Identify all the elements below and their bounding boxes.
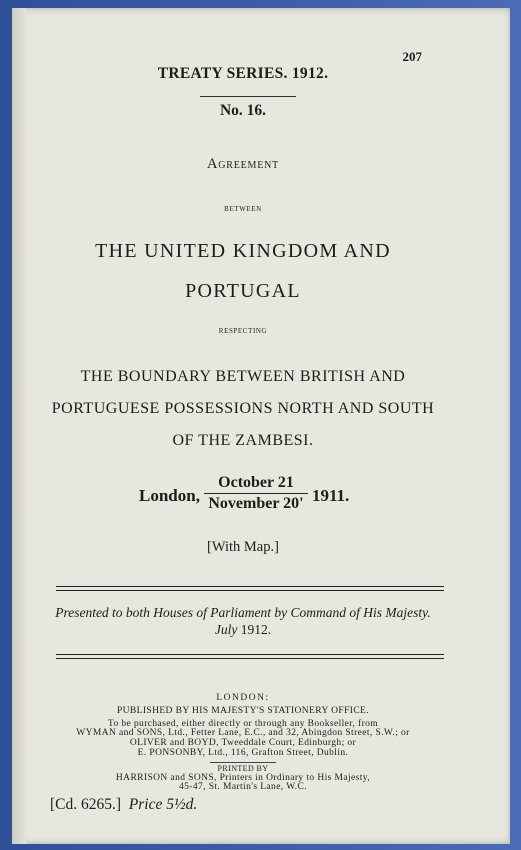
price: Price 5½d. (128, 796, 198, 813)
presented-year: 1912. (240, 622, 272, 637)
double-rule-bottom (56, 654, 444, 659)
date-fraction-bar (204, 493, 308, 494)
command-paper-number: [Cd. 6265.] (50, 796, 122, 813)
place-of-signing: London, (139, 486, 200, 505)
imprint-purchase-2: WYMAN and SONS, Ltd., Fetter Lane, E.C., and 32, Abingdon Street, S.W.; or (76, 728, 410, 738)
imprint-purchase-1: To be purchased, either directly or through any Bookseller, from (107, 719, 379, 729)
imprint-purchase-3: OLIVER and BOYD, Tweeddale Court, Edinburgh; or (129, 738, 357, 748)
double-rule-top (56, 586, 444, 591)
title-rule (200, 96, 296, 97)
subject-line-3: OF THE ZAMBESI. (172, 432, 314, 449)
command-paper-line (50, 796, 197, 814)
between-label: between (224, 204, 262, 214)
page-number: 207 (402, 49, 422, 64)
presented-statement: Presented to both Houses of Parliament by Command of His Majesty. (55, 605, 431, 620)
respecting-label: respecting (218, 326, 268, 336)
agreement-heading: Agreement (206, 156, 280, 172)
document-page (12, 8, 510, 844)
series-title: TREATY SERIES. 1912. (157, 65, 329, 82)
imprint-printer-2: 45-47, St. Martin's Lane, W.C. (179, 782, 307, 792)
imprint-publisher: PUBLISHED BY HIS MAJESTY'S STATIONERY OFFICE. (116, 706, 370, 716)
imprint-printer-1: HARRISON and SONS, Printers in Ordinary to His Majesty, (115, 773, 371, 783)
signing-dates (202, 474, 310, 513)
presented-date (0, 622, 492, 638)
subject-line-2: PORTUGUESE POSSESSIONS NORTH AND SOUTH (51, 400, 435, 417)
date-denominator: November 20' (208, 495, 304, 512)
imprint-city: LONDON: (216, 693, 270, 703)
with-map-note: [With Map.] (207, 539, 279, 555)
imprint-printed-by: PRINTED BY (217, 764, 269, 773)
parties-line-2: PORTUGAL (185, 280, 301, 302)
date-numerator: October 21 (218, 474, 294, 491)
subject-line-1: THE BOUNDARY BETWEEN BRITISH AND (80, 368, 406, 385)
treaty-number: No. 16. (219, 102, 267, 119)
parties-line-1: THE UNITED KINGDOM AND (95, 240, 391, 262)
signing-year: 1911. (312, 486, 350, 505)
imprint-rule (210, 762, 276, 763)
presented-month: July (214, 622, 238, 637)
imprint-purchase-4: E. PONSONBY, Ltd., 116, Grafton Street, Dublin. (137, 748, 349, 758)
